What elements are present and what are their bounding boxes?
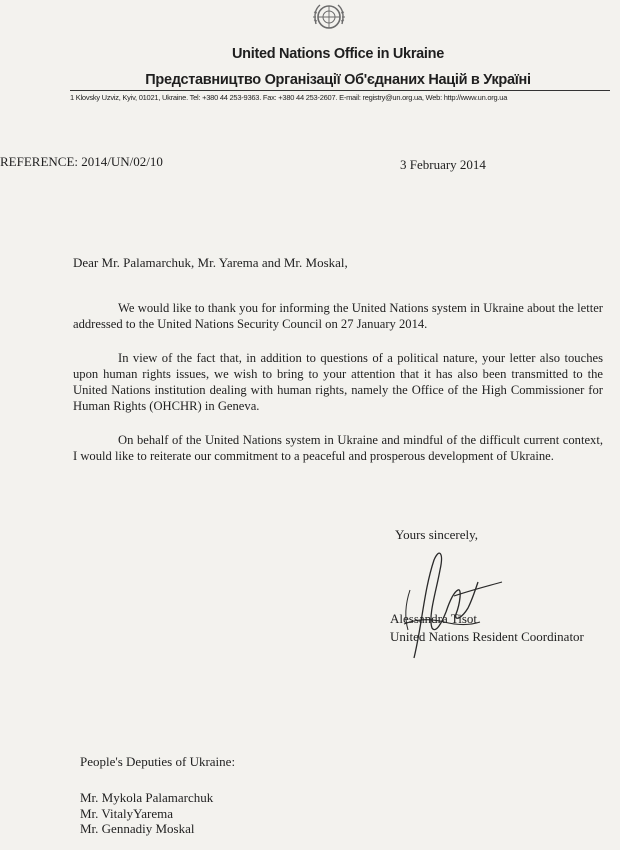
recipient-name: Mr. VitalyYarema xyxy=(80,805,173,821)
recipient-list xyxy=(80,790,213,837)
signer-title: United Nations Resident Coordinator xyxy=(390,629,584,644)
body-paragraph: We would like to thank you for informing the United Nations system in Ukraine about the letter addressed to the United Nations Security Council on 27 January 2014. xyxy=(73,301,603,331)
body-paragraph: In view of the fact that, in addition to questions of a political nature, your letter also touches upon human rights issues, we wish to bring to your attention that it has also been transmitted to the United Nations institution dealing with human rights, namely the Office of the High Commissioner for Human Rights (OHCHR) in Geneva. xyxy=(73,351,603,413)
recipient-name: Mr. Mykola Palamarchuk xyxy=(80,790,214,805)
body-paragraph: On behalf of the United Nations system in Ukraine and mindful of the difficult current context, I would like to reiterate our commitment to a peaceful and prosperous development of Ukraine. xyxy=(73,433,603,463)
reference-number: REFERENCE: 2014/UN/02/10 xyxy=(0,154,163,169)
contact-line: 1 Klovsky Uzviz, Kyiv, 01021, Ukraine. Tel: +380 44 253-9363. Fax: +380 44 253-2607. E-mail: registry@un.org.ua, Web: http://www.un.org.ua xyxy=(70,93,508,102)
closing-phrase: Yours sincerely, xyxy=(395,527,479,542)
org-name-ukrainian: Представництво Організації Об'єднаних Націй в Україні xyxy=(145,72,531,88)
recipients-heading: People's Deputies of Ukraine: xyxy=(80,754,236,769)
letterhead-divider xyxy=(70,90,610,91)
letter-date: 3 February 2014 xyxy=(400,157,486,172)
org-name-english: United Nations Office in Ukraine xyxy=(232,46,444,62)
recipient-name: Mr. Gennadiy Moskal xyxy=(80,821,195,836)
un-emblem-icon xyxy=(311,2,347,36)
signer-name: Alessandra Tisot xyxy=(390,611,478,626)
salutation: Dear Mr. Palamarchuk, Mr. Yarema and Mr. Moskal, xyxy=(73,255,348,270)
